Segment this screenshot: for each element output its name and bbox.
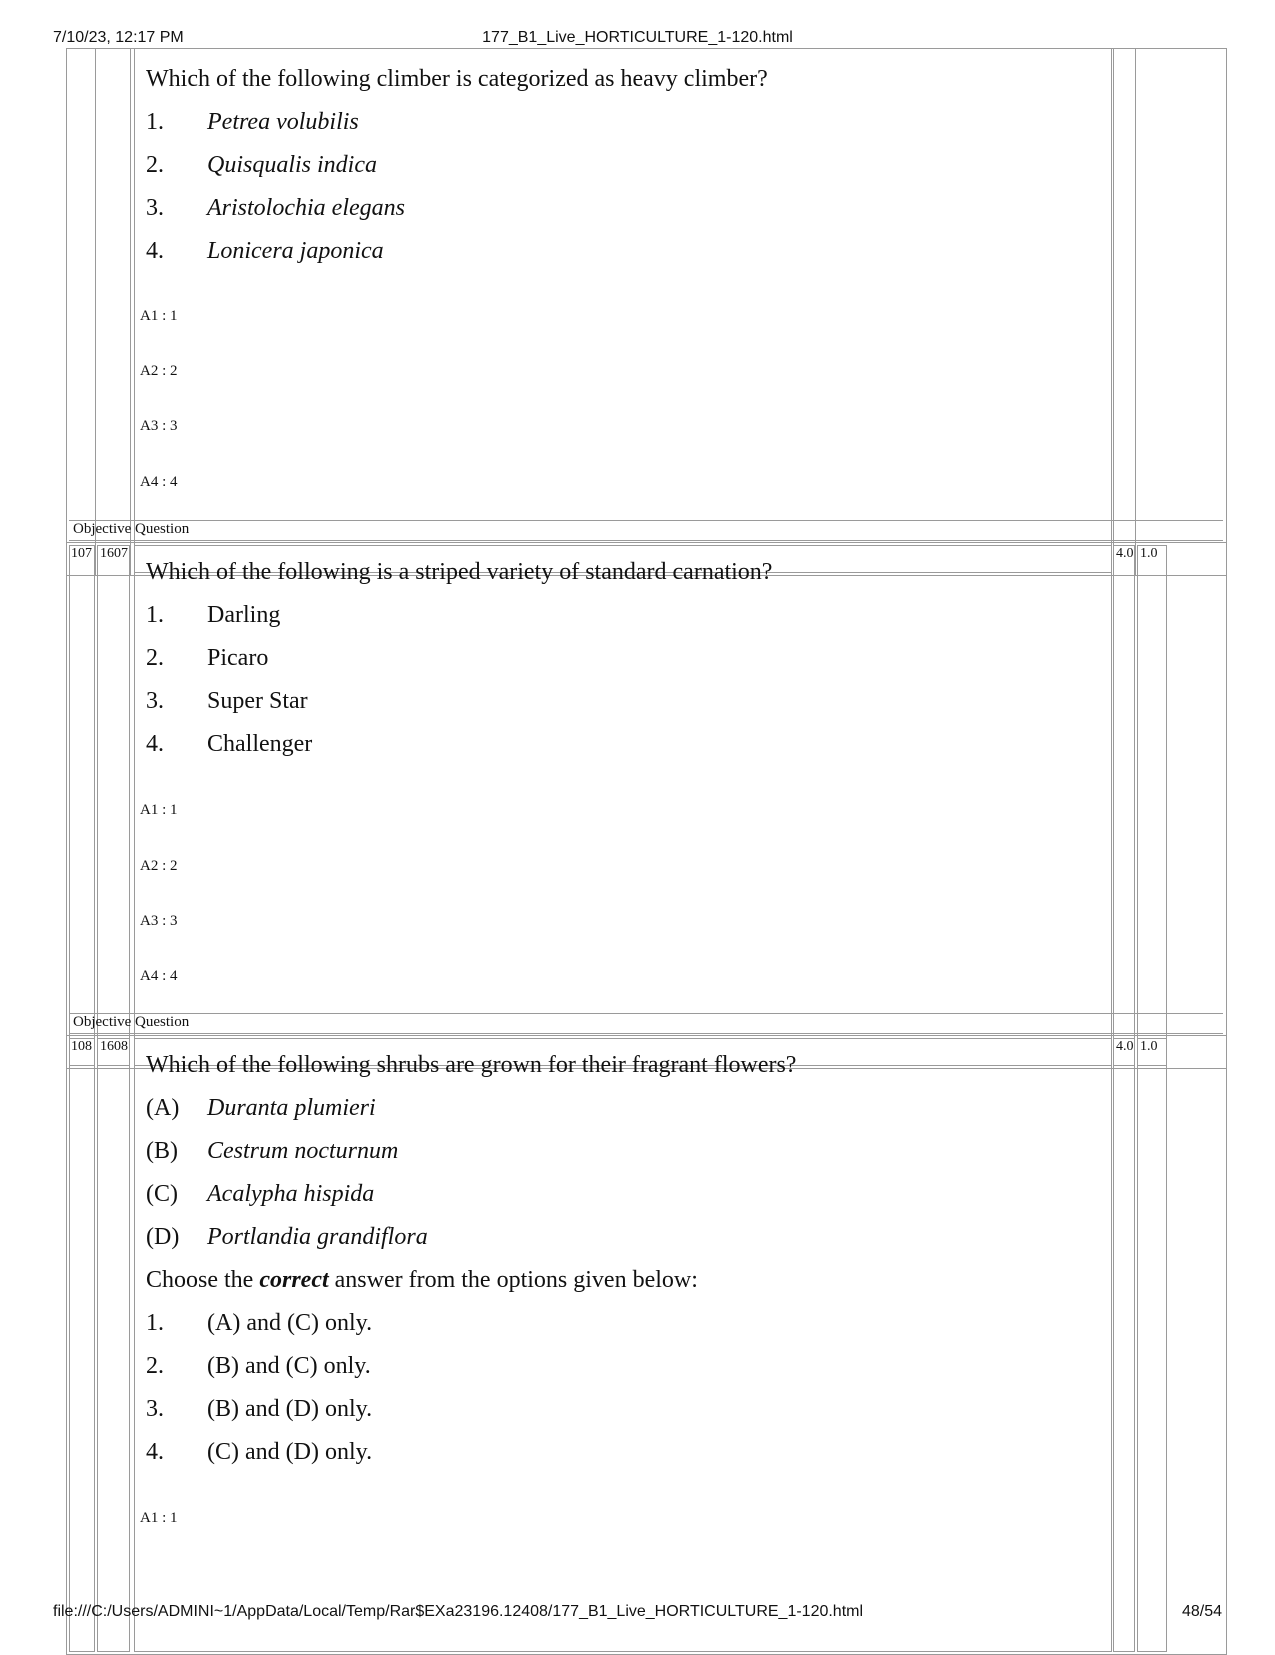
print-page-title: 177_B1_Live_HORTICULTURE_1-120.html	[482, 29, 793, 46]
option-3: 3. (B) and (D) only.	[146, 1396, 373, 1422]
question-type-label: Objective Question	[73, 1014, 190, 1030]
answer-key-4: A4 : 4	[140, 968, 178, 984]
question-id: 1608	[100, 1039, 128, 1054]
statement-d: (D) Portlandia grandiflora	[146, 1224, 428, 1250]
answer-key-3: A3 : 3	[140, 913, 178, 929]
option-4: 4. Lonicera japonica	[146, 238, 384, 264]
negative-marks: 1.0	[1140, 546, 1158, 561]
question-108	[134, 1052, 1112, 1527]
negative-marks-cell	[1137, 1038, 1167, 1652]
question-id: 1607	[100, 546, 128, 561]
question-type-label: Objective Question	[73, 521, 190, 537]
qid-cell	[97, 545, 130, 1066]
option-3: 3. Aristolochia elegans	[146, 195, 405, 221]
choose-instruction: Choose the correct answer from the options given below:	[146, 1267, 698, 1293]
question-106	[134, 66, 1112, 491]
option-2: 2. Quisqualis indica	[146, 152, 378, 178]
marks-cell	[1113, 545, 1135, 1066]
marks: 4.0	[1116, 546, 1134, 561]
serial-cell	[69, 545, 95, 1066]
question-text: Which of the following is a striped variety of standard carnation?	[146, 559, 773, 585]
statement-a: (A) Duranta plumieri	[146, 1095, 376, 1121]
serial-number: 108	[71, 1039, 92, 1054]
question-text: Which of the following climber is categorized as heavy climber?	[146, 66, 768, 92]
serial-cell	[69, 1038, 95, 1652]
negative-marks-cell	[1137, 545, 1167, 1066]
option-3: 3. Super Star	[146, 688, 308, 714]
answer-key-1: A1 : 1	[140, 308, 178, 324]
option-1: 1. Petrea volubilis	[146, 109, 359, 135]
statement-c: (C) Acalypha hispida	[146, 1181, 375, 1207]
negative-marks: 1.0	[1140, 1039, 1158, 1054]
question-table	[0, 58, 1275, 1598]
option-4: 4. (C) and (D) only.	[146, 1439, 373, 1465]
option-1: 1. (A) and (C) only.	[146, 1310, 373, 1336]
marks-cell	[1113, 1038, 1135, 1652]
print-timestamp: 7/10/23, 12:17 PM	[53, 29, 184, 46]
question-107	[134, 559, 1112, 985]
question-text: Which of the following shrubs are grown for their fragrant flowers?	[146, 1052, 797, 1078]
print-page-number: 48/54	[1181, 1603, 1222, 1620]
answer-key-1: A1 : 1	[140, 802, 178, 818]
answer-key-2: A2 : 2	[140, 363, 178, 379]
answer-key-1: A1 : 1	[140, 1510, 178, 1526]
print-file-path: file:///C:/Users/ADMINI~1/AppData/Local/Temp/Rar$EXa23196.12408/177_B1_Live_HORTICULTURE_1-120.html	[53, 1603, 864, 1620]
answer-key-3: A3 : 3	[140, 418, 178, 434]
option-2: 2. (B) and (C) only.	[146, 1353, 371, 1379]
answer-key-2: A2 : 2	[140, 858, 178, 874]
marks: 4.0	[1116, 1039, 1134, 1054]
qid-cell	[97, 1038, 130, 1652]
option-4: 4. Challenger	[146, 731, 313, 757]
option-2: 2. Picaro	[146, 645, 269, 671]
statement-b: (B) Cestrum nocturnum	[146, 1138, 399, 1164]
serial-number: 107	[71, 546, 92, 561]
answer-key-4: A4 : 4	[140, 474, 178, 490]
option-1: 1. Darling	[146, 602, 281, 628]
